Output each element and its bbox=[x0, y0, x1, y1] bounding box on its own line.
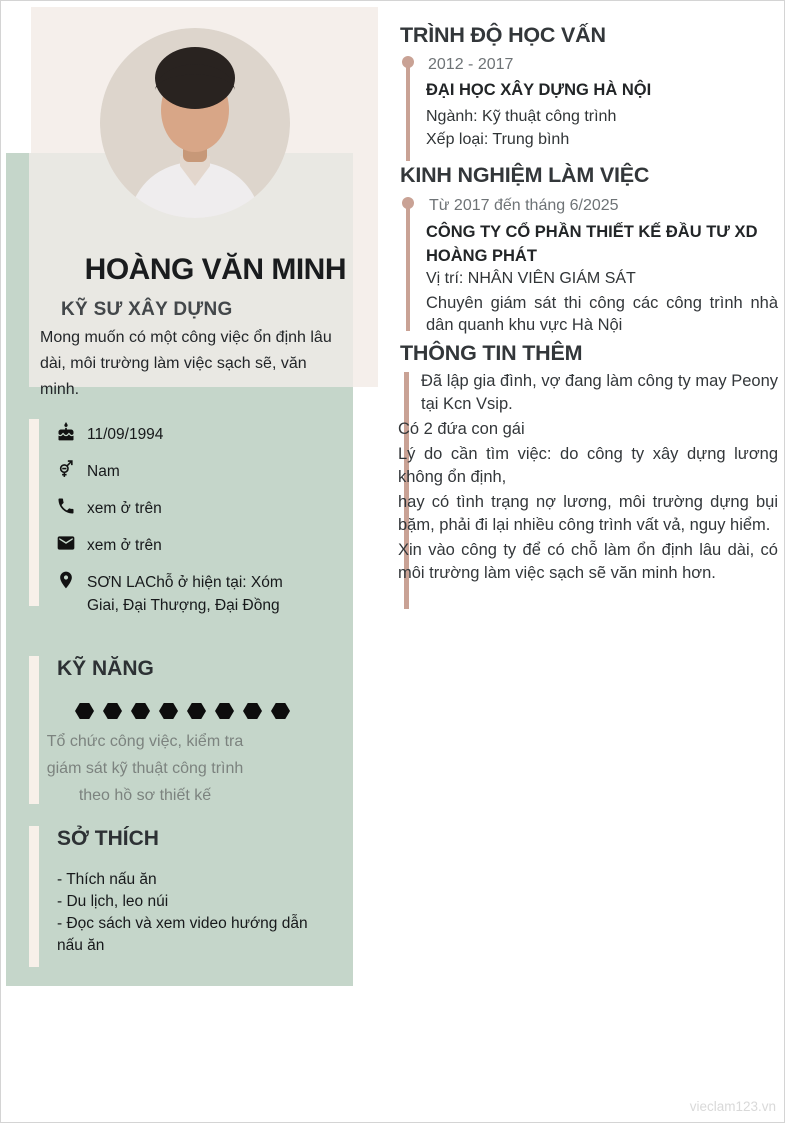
experience-section-title: KINH NGHIỆM LÀM VIỆC bbox=[400, 163, 650, 187]
phone-value: xem ở trên bbox=[87, 500, 162, 517]
hobbies-section-title: SỞ THÍCH bbox=[57, 827, 159, 850]
education-section-title: TRÌNH ĐỘ HỌC VẤN bbox=[400, 23, 606, 47]
skill-dot bbox=[103, 703, 122, 719]
hobbies-list bbox=[57, 869, 333, 957]
skill-dot bbox=[159, 703, 178, 719]
address-value: SƠN LAChỗ ở hiện tại: Xóm Giai, Đại Thượng, Đại Đồng bbox=[87, 574, 283, 614]
gender-icon bbox=[56, 459, 78, 481]
hobbies-accent-bar bbox=[29, 826, 39, 967]
skill-dot bbox=[215, 703, 234, 719]
experience-period: Từ 2017 đến tháng 6/2025 bbox=[429, 197, 619, 214]
contact-list bbox=[56, 422, 314, 630]
experience-timeline-line bbox=[406, 203, 410, 331]
email-value: xem ở trên bbox=[87, 537, 162, 554]
contact-row-address bbox=[56, 570, 314, 617]
additional-info-text bbox=[398, 370, 778, 587]
skill-dot bbox=[75, 703, 94, 719]
portrait-placeholder-image bbox=[100, 28, 290, 218]
birthday-value: 11/09/1994 bbox=[87, 426, 164, 443]
additional-paragraph: Lý do cần tìm việc: do công ty xây dựng lương không ổn định, bbox=[398, 445, 778, 486]
education-timeline-line bbox=[406, 62, 410, 161]
site-watermark: vieclam123.vn bbox=[689, 1099, 776, 1114]
cake-icon bbox=[56, 422, 78, 444]
experience-description: Chuyên giám sát thi công các công trình nhà dân quanh khu vực Hà Nội bbox=[426, 294, 778, 334]
hobby-item: - Du lịch, leo núi bbox=[57, 893, 169, 910]
contact-accent-bar bbox=[29, 419, 39, 606]
experience-company: CÔNG TY CỔ PHẦN THIẾT KẾ ĐẦU TƯ XD HOÀNG PHÁT bbox=[426, 223, 758, 265]
career-objective: Mong muốn có một công việc ổn định lâu dài, môi trường làm việc sạch sẽ, văn minh. bbox=[40, 329, 332, 398]
education-period: 2012 - 2017 bbox=[428, 56, 514, 73]
contact-row-gender bbox=[56, 459, 314, 483]
email-icon bbox=[56, 533, 78, 555]
location-icon bbox=[56, 570, 78, 592]
contact-row-birthday bbox=[56, 422, 314, 446]
additional-section-title: THÔNG TIN THÊM bbox=[400, 341, 583, 365]
additional-paragraph: Có 2 đứa con gái bbox=[398, 420, 525, 438]
profile-photo bbox=[100, 28, 290, 218]
skill-dot bbox=[271, 703, 290, 719]
additional-paragraph: hay có tình trạng nợ lương, môi trường dựng bụi bặm, phải đi lại nhiều công trình vất vả, nguy hiểm. bbox=[398, 493, 778, 534]
skill-dot bbox=[131, 703, 150, 719]
phone-icon bbox=[56, 496, 78, 518]
candidate-name: HOÀNG VĂN MINH bbox=[84, 253, 346, 286]
skills-section-title: KỸ NĂNG bbox=[57, 657, 154, 680]
hobby-item: - Thích nấu ăn bbox=[57, 871, 157, 888]
skill-level-dots bbox=[75, 703, 290, 719]
additional-paragraph: Đã lập gia đình, vợ đang làm công ty may Peony tại Kcn Vsip. bbox=[421, 372, 778, 413]
skill-dot bbox=[187, 703, 206, 719]
contact-row-email bbox=[56, 533, 314, 557]
hobby-item: - Đọc sách và xem video hướng dẫn nấu ăn bbox=[57, 915, 308, 954]
gender-value: Nam bbox=[87, 463, 120, 480]
contact-row-phone bbox=[56, 496, 314, 520]
experience-position: Vị trí: NHÂN VIÊN GIÁM SÁT bbox=[426, 270, 636, 287]
skills-description: Tổ chức công việc, kiểm tra giám sát kỹ thuật công trình theo hồ sơ thiết kế bbox=[46, 733, 244, 804]
education-grade: Xếp loại: Trung bình bbox=[426, 131, 570, 148]
skill-dot bbox=[243, 703, 262, 719]
additional-paragraph: Xin vào công ty để có chỗ làm ổn định lâu dài, có môi trường làm việc sạch sẽ văn minh hơn. bbox=[398, 541, 778, 582]
education-school: ĐẠI HỌC XÂY DỰNG HÀ NỘI bbox=[426, 81, 652, 99]
education-major: Ngành: Kỹ thuật công trình bbox=[426, 108, 617, 125]
candidate-job-title: KỸ SƯ XÂY DỰNG bbox=[61, 299, 233, 320]
